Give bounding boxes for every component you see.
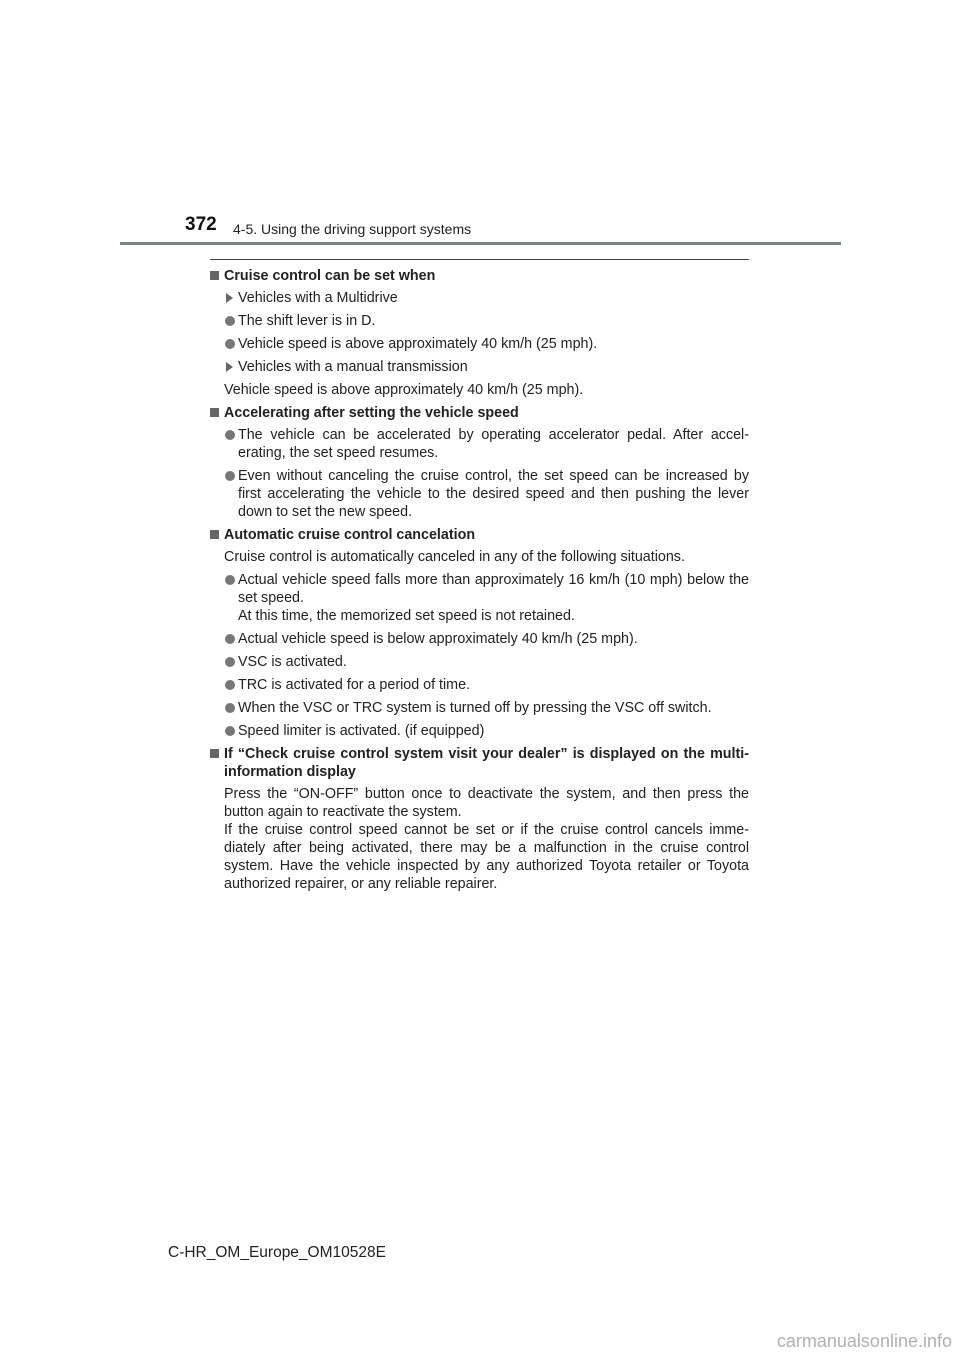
- body-text: Vehicle speed is above approximately 40 km/h (25 mph).: [224, 382, 584, 398]
- content-rule: [210, 259, 749, 260]
- body-text: Cruise control is automatically canceled in any of the following situations.: [224, 549, 685, 565]
- bullet-dot-icon: [225, 316, 235, 326]
- section-heading: Automatic cruise control cancelation: [210, 526, 749, 544]
- bullet-item: Even without canceling the cruise control, the set speed can be increased by first accelerating the vehicle to the desired speed and then pushing the lever down to set the new speed.: [210, 467, 749, 521]
- bullet-dot-icon: [225, 430, 235, 440]
- bullet-item: Vehicle speed is above approximately 40 km/h (25 mph).: [210, 335, 749, 353]
- header-rule: [120, 242, 841, 245]
- section-heading: Accelerating after setting the vehicle speed: [210, 404, 749, 422]
- bullet-item: Actual vehicle speed is below approximately 40 km/h (25 mph).: [210, 630, 749, 648]
- section-auto-cancelation: [210, 526, 749, 740]
- section-check-message: [210, 745, 749, 893]
- square-marker-icon: [210, 749, 219, 758]
- triangle-marker-icon: [226, 293, 233, 303]
- page-number: 372: [185, 214, 217, 235]
- square-marker-icon: [210, 271, 219, 280]
- bullet-item: VSC is activated.: [210, 653, 749, 671]
- watermark: carmanualsonline.info: [776, 1331, 952, 1351]
- bullet-item: Actual vehicle speed falls more than approximately 16 km/h (10 mph) below the set speed. At this time, the memorized set speed is not retained.: [210, 571, 749, 625]
- section-set-conditions: [210, 267, 749, 399]
- sub-heading: Vehicles with a Multidrive: [210, 289, 749, 307]
- bullet-dot-icon: [225, 703, 235, 713]
- section-accelerating: [210, 404, 749, 521]
- bullet-item: TRC is activated for a period of time.: [210, 676, 749, 694]
- bullet-dot-icon: [225, 339, 235, 349]
- bullet-dot-icon: [225, 657, 235, 667]
- bullet-dot-icon: [225, 680, 235, 690]
- sub-heading: Vehicles with a manual transmission: [210, 358, 749, 376]
- bullet-dot-icon: [225, 575, 235, 585]
- body-text: Press the “ON-OFF” button once to deactivate the system, and then press the button again to reactivate the system. If the cruise control speed cannot be set or if the cruise control cancels imme-diately after being activated, there may be a malfunction in the cruise control system. Have the vehicle inspected by any authorized Toyota retailer or Toyota authorized repairer, or any reliable repairer.: [224, 786, 749, 892]
- section-heading: Cruise control can be set when: [210, 267, 749, 285]
- section-heading: If “Check cruise control system visit your dealer” is displayed on the multi-information display: [210, 745, 749, 781]
- content-area: [210, 265, 749, 898]
- bullet-dot-icon: [225, 726, 235, 736]
- section-title: 4-5. Using the driving support systems: [233, 221, 472, 237]
- bullet-item: When the VSC or TRC system is turned off by pressing the VSC off switch.: [210, 699, 749, 717]
- bullet-dot-icon: [225, 471, 235, 481]
- document-code: C-HR_OM_Europe_OM10528E: [168, 1244, 386, 1261]
- bullet-item: Speed limiter is activated. (if equipped): [210, 722, 749, 740]
- triangle-marker-icon: [226, 362, 233, 372]
- bullet-item: The shift lever is in D.: [210, 312, 749, 330]
- bullet-item: The vehicle can be accelerated by operating accelerator pedal. After accel-erating, the set speed resumes.: [210, 426, 749, 462]
- square-marker-icon: [210, 408, 219, 417]
- bullet-dot-icon: [225, 634, 235, 644]
- square-marker-icon: [210, 530, 219, 539]
